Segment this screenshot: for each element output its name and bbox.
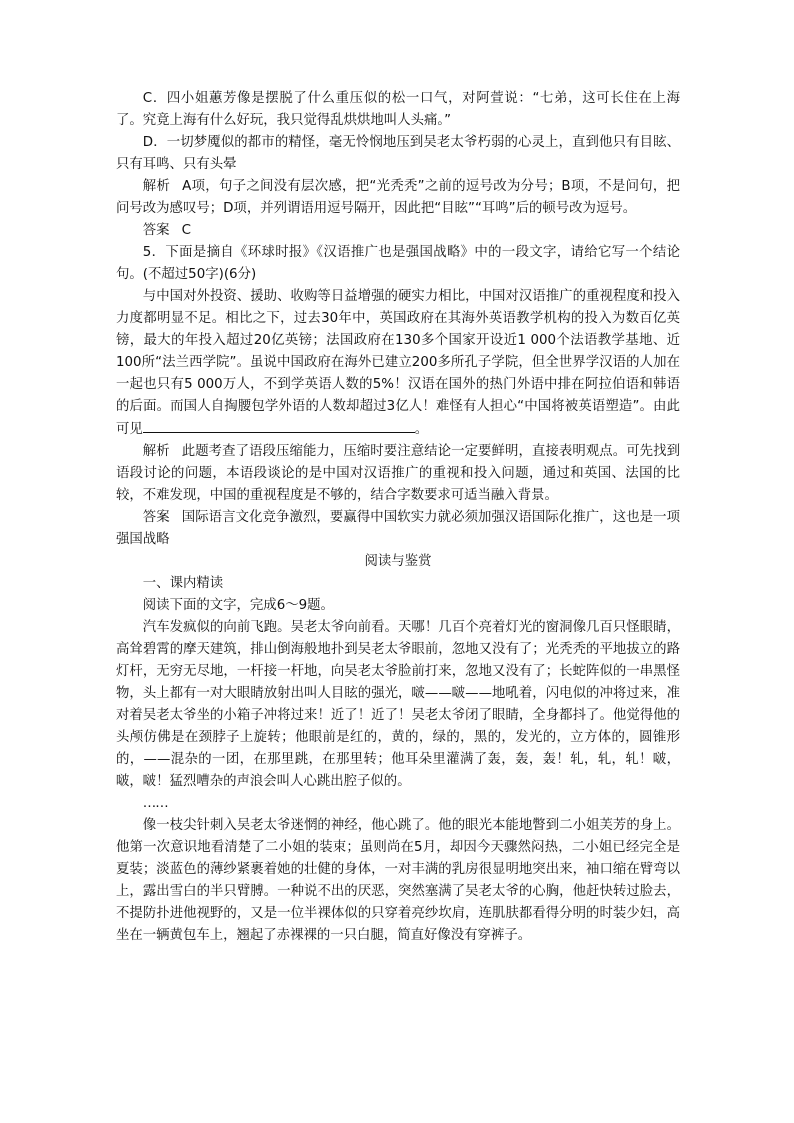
reading-passage-2: 像一枝尖针刺入吴老太爷迷惘的神经，他心跳了。他的眼光本能地瞥到二小姐芙芳的身上。他第一次意识地看清楚了二小姐的装束；虽则尚在5月，却因今天骤然闷热，二小姐已经完全是夏装；淡蓝色的薄纱紧裹着她的壮健的身体，一对丰满的乳房很显明地突出来，袖口缩在臂弯以上，露出雪白的半只臂膊。一种说不出的厌恶，突然塞满了吴老太爷的心胸，他赶快转过脸去，不提防扑进他视野的，又是一位半裸体似的只穿着亮纱坎肩，连肌肤都看得分明的时装少妇，高坐在一辆黄包车上，翘起了赤裸裸的一只白腿，简直好像没有穿裤子。 (116, 818, 680, 943)
document-page (116, 88, 680, 947)
analysis-text: 此题考查了语段压缩能力，压缩时要注意结论一定要鲜明，直接表明观点。可先找到语段讨论的问题，本语段谈论的是中国对汉语推广的重视和投入问题，通过和英国、法国的比较，不难发现，中国的重视程度是不够的，结合字数要求可适当融入背景。 (116, 444, 680, 503)
sub-title: 一、课内精读 (142, 576, 224, 591)
analysis-text: A项，句子之间没有层次感，把“光秃秃”之前的逗号改为分号；B项，不是问句，把问号改为感叹号；D项，并列谓语用逗号隔开，因此把“目眩”“耳鸣”后的顿号改为逗号。 (116, 179, 681, 216)
answer-blank (143, 418, 415, 433)
reading-passage-1: 汽车发疯似的向前飞跑。吴老太爷向前看。天哪！几百个亮着灯光的窗洞像几百只怪眼睛，高耸碧霄的摩天建筑，排山倒海般地扑到吴老太爷眼前，忽地又没有了；光秃秃的平地拔立的路灯杆，无穷无尽地，一杆接一杆地，向吴老太爷脸前打来，忽地又没有了；长蛇阵似的一串黑怪物，头上都有一对大眼睛放射出叫人目眩的强光，啵——啵——地吼着，闪电似的冲将过来，准对着吴老太爷坐的小箱子冲将过来！近了！近了！吴老太爷闭了眼睛，全身都抖了。他觉得他的头颅仿佛是在颈脖子上旋转；他眼前是红的，黄的，绿的，黑的，发光的，立方体的，圆锥形的，——混杂的一团，在那里跳，在那里转；他耳朵里灌满了轰，轰，轰！轧，轧，轧！啵，啵，啵！猛烈嘈杂的声浪会叫人心跳出腔子似的。 (116, 620, 680, 789)
answer-text: 国际语言文化竞争激烈，要赢得中国软实力就必须加强汉语国际化推广，这也是一项强国战略 (116, 510, 680, 547)
option-c: C．四小姐蕙芳像是摆脱了什么重压似的松一口气，对阿萱说：“七弟，这可长住在上海了。究竟上海有什么好玩，我只觉得乱烘烘地叫人头痛。” (116, 91, 680, 128)
question-5-passage: 与中国对外投资、援助、收购等日益增强的硬实力相比，中国对汉语推广的重视程度和投入力度都明显不足。相比之下，过去30年中，英国政府在其海外英语教学机构的投入为数百亿英镑，最大的年投入超过20亿英镑；法国政府在130多个国家开设近1 000个法语教学基地、近100所“法兰西学院”。虽说中国政府在海外已建立200多所孔子学院，但全世界学汉语的人加在一起也只有5 000万人，不到学英语人数的5%！汉语在国外的热门外语中排在阿拉伯语和韩语的后面。而国人自掏腰包学外语的人数却超过3亿人！难怪有人担心“中国将被英语塑造”。由此可见 。 (116, 289, 680, 437)
analysis-label: 解析 (142, 444, 170, 459)
analysis-label: 解析 (142, 179, 171, 194)
answer-text: C (181, 223, 191, 238)
answer-4 (116, 220, 680, 242)
analysis-5 (116, 441, 680, 507)
answer-label: 答案 (142, 223, 170, 238)
answer-5 (116, 507, 680, 551)
analysis-4 (116, 176, 680, 220)
answer-label: 答案 (142, 510, 170, 525)
ellipsis: …… (142, 796, 168, 811)
passage-text: 与中国对外投资、援助、收购等日益增强的硬实力相比，中国对汉语推广的重视程度和投入力度都明显不足。相比之下，过去30年中，英国政府在其海外英语教学机构的投入为数百亿英镑，最大的年投入超过20亿英镑；法国政府在130多个国家开设近1 000个法语教学基地、近100所“法兰西学院”。虽说中国政府在海外已建立200多所孔子学院，但全世界学汉语的人加在一起也只有5 000万人，不到学英语人数的5%！汉语在国外的热门外语中排在阿拉伯语和韩语的后面。而国人自掏腰包学外语的人数却超过3亿人！难怪有人担心“中国将被英语塑造”。由此可见 (116, 289, 680, 437)
section-title: 阅读与鉴赏 (364, 554, 432, 569)
instruction: 阅读下面的文字，完成6～9题。 (142, 598, 334, 613)
option-d: D．一切梦魇似的都市的精怪，毫无怜悯地压到吴老太爷朽弱的心灵上，直到他只有目眩、只有耳鸣、只有头晕 (116, 135, 680, 172)
question-5: 5．下面是摘自《环球时报》《汉语推广也是强国战略》中的一段文字，请给它写一个结论句。(不超过50字)(6分) (116, 245, 680, 282)
